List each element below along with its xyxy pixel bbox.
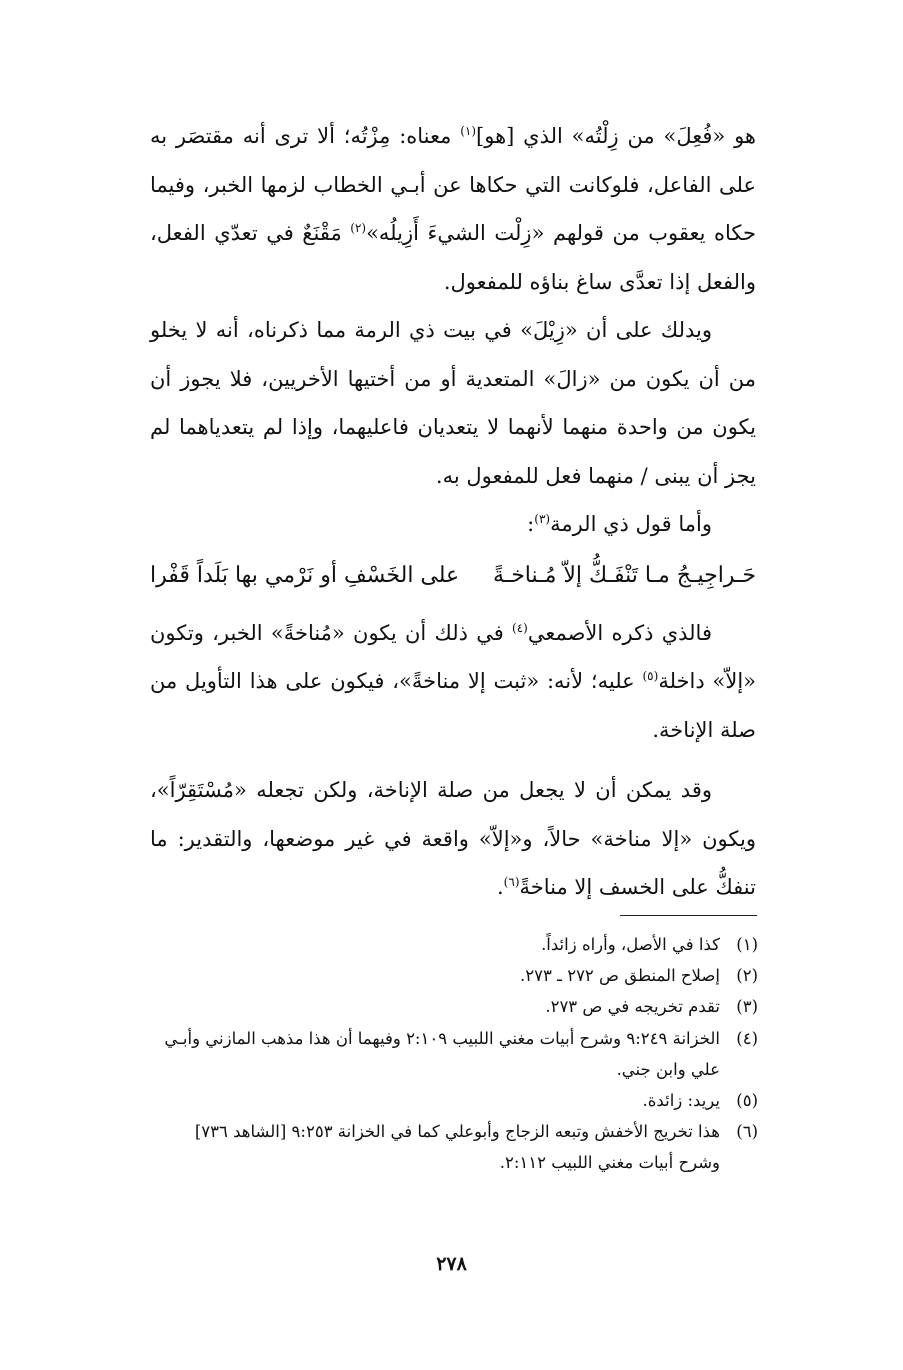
paragraph-2: ويدلك على أن «زِيْلَ» في بيت ذي الرمة مما ذكرناه، أنه لا يخلو من أن يكون من «زالَ» المتعدية أو من أختيها الأخريين، فلا يجوز أن يكون من واحدة منهما لأنهما لا يتعديان فاعليهما، وإذا لم يتعدياهما لم يجز أن يبنى / منهما فعل للمفعول به. <box>150 318 756 488</box>
poetry-verse <box>150 551 756 601</box>
footnote-text: كذا في الأصل، وأراه زائداً. <box>541 935 720 954</box>
paragraph-1-text-a: هو «فُعِلَ» من زِلْتُه» الذي [هو] <box>476 124 756 148</box>
footnote-ref-6[interactable]: (٦) <box>503 875 520 889</box>
footnote-text: الخزانة ٩:٢٤٩ وشرح أبيات مغني اللبيب ٢:١٠٩ وفيهما أن هذا مذهب المازني وأبـي علي وابن جني. <box>164 1028 720 1079</box>
footnote-3 <box>150 991 758 1022</box>
footnote-text: تقدم تخريجه في ص ٢٧٣. <box>545 997 720 1017</box>
footnote-1 <box>150 929 758 960</box>
verse-second-hemistich: على الخَسْفِ أو نَرْمي بها بَلَداً قَفْرا <box>150 562 460 588</box>
paragraph-5 <box>150 766 756 912</box>
paragraph-4-text-b: في ذلك أن يكون «مُناخةً» الخبر، وتكون «إلاّ» داخلة <box>150 620 756 693</box>
page-number: ٢٧٨ <box>436 1253 467 1275</box>
footnote-text: إصلاح المنطق ص ٢٧٢ ـ ٢٧٣. <box>520 966 720 986</box>
paragraph-5-text-b: . <box>496 875 504 899</box>
paragraph-4 <box>150 609 756 755</box>
footnote-ref-1[interactable]: (١) <box>460 124 477 138</box>
paragraph-3 <box>150 500 756 549</box>
footnote-6 <box>150 1116 758 1178</box>
footnote-ref-2[interactable]: (٢) <box>350 221 367 235</box>
paragraph-3-text-a: وأما قول ذي الرمة <box>550 512 712 536</box>
footnote-5 <box>150 1085 758 1116</box>
footnote-number: (٥) <box>736 1091 758 1111</box>
footnote-text: هذا تخريج الأخفش وتبعه الزجاج وأبوعلي كما في الخزانة ٩:٢٥٣ [الشاهد ٧٣٦] وشرح أبيات مغني اللبيب ٢:١١٢. <box>194 1122 720 1173</box>
footnote-text: يريد: زائدة. <box>642 1091 720 1111</box>
paragraph-4-text-a: فالذي ذكره الأصمعي <box>527 620 712 645</box>
paragraph-3-text-b: : <box>527 512 535 536</box>
main-text <box>150 112 756 912</box>
footnotes <box>150 929 758 1179</box>
footnote-4 <box>150 1023 758 1085</box>
verse-first-hemistich: حَـراجِيـجُ مـا تَنْفَـكُّ إلاّ مُـناخـةً <box>492 562 756 588</box>
footnote-number: (٦) <box>736 1122 758 1142</box>
footnote-ref-3[interactable]: (٣) <box>534 512 551 526</box>
footnote-number: (٤) <box>736 1028 758 1048</box>
paragraph-1 <box>150 112 756 306</box>
footnote-2 <box>150 960 758 991</box>
footnote-ref-4[interactable]: (٤) <box>512 620 528 635</box>
footnote-ref-5[interactable]: (٥) <box>642 669 659 683</box>
footnote-number: (٢) <box>736 966 758 986</box>
paragraph-4-text-c: عليه؛ لأنه: «ثبت إلا مناخةً»، فيكون على هذا التأويل من صلة الإناخة. <box>150 669 756 742</box>
footnote-separator <box>620 915 757 916</box>
footnote-number: (٣) <box>736 997 758 1017</box>
paragraph-1-text-c: مَقْنَعٌ في تعدّي الفعل، والفعل إذا تعدَّى ساغ بناؤه للمفعول. <box>150 221 756 294</box>
paragraph-5-text-a: وقد يمكن أن لا يجعل من صلة الإناخة، ولكن تجعله «مُسْتَقِرّاً»، ويكون «إلا مناخة» حالاً، و«إلاّ» واقعة في غير موضعها، والتقدير: ما تنفكُّ على الخسف إلا مناخةً <box>150 778 756 899</box>
paragraph-1-text-b: معناه: مِزْتُه؛ ألا ترى أنه مقتصَر به على الفاعل، فلوكانت التي حكاها عن أبـي الخطاب لزمها الخبر، وفيما حكاه يعقوب من قولهم «زِلْت الشيءَ أَزِيلُه» <box>150 124 757 245</box>
footnote-number: (١) <box>736 935 758 954</box>
